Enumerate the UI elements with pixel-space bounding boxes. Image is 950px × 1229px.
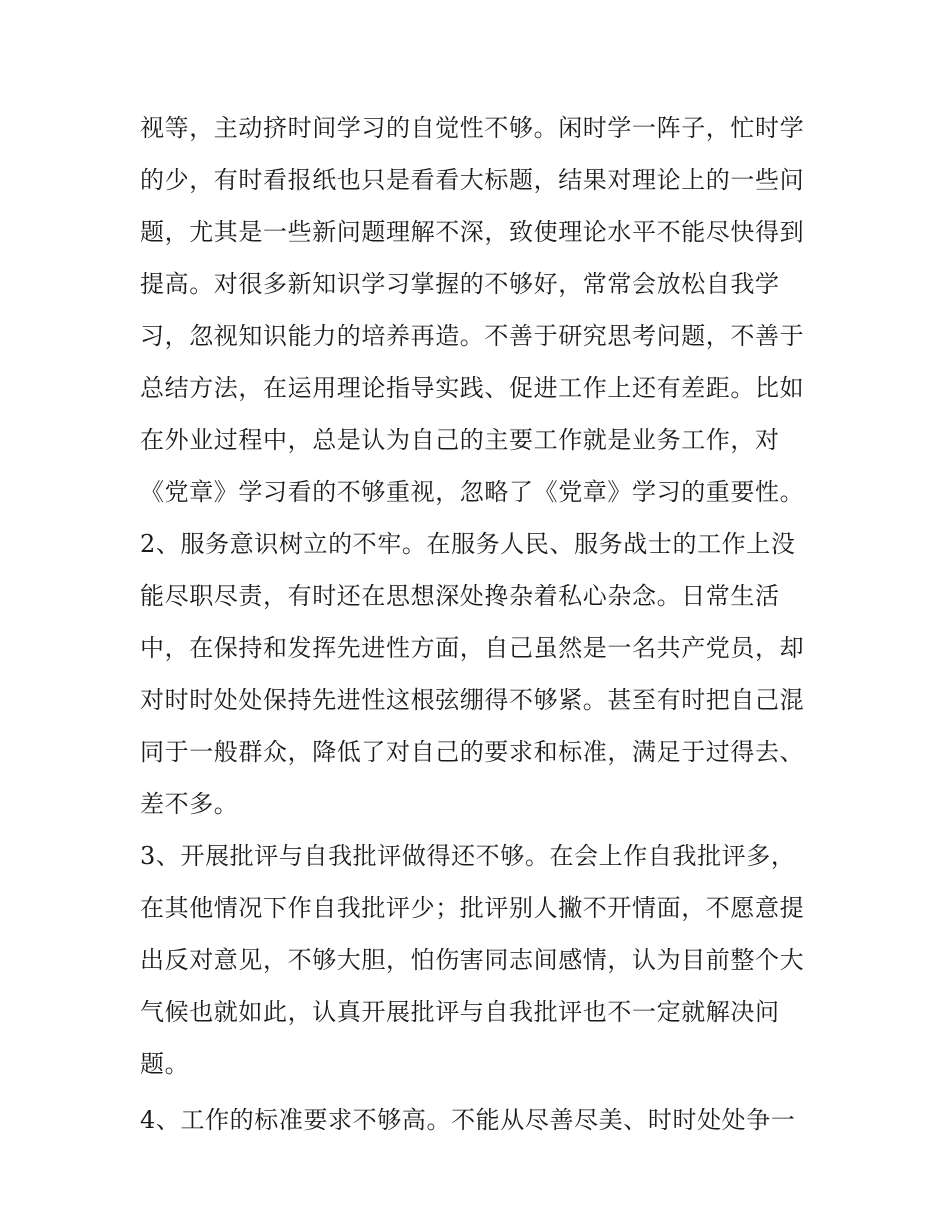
text-line: 能尽职尽责，有时还在思想深处搀杂着私心杂念。日常生活 <box>140 582 780 610</box>
text-line: 视等，主动挤时间学习的自觉性不够。闲时学一阵子，忙时学 <box>140 114 805 142</box>
text-line: 习，忽视知识能力的培养再造。不善于研究思考问题，不善于 <box>140 322 805 350</box>
text-line: 对时时处处保持先进性这根弦绷得不够紧。甚至有时把自己混 <box>140 686 805 714</box>
text-line: 题，尤其是一些新问题理解不深，致使理论水平不能尽快得到 <box>140 218 805 246</box>
text-line: 出反对意见，不够大胆，怕伤害同志间感情，认为目前整个大 <box>140 946 805 974</box>
text-line: 题。 <box>140 1050 190 1078</box>
text-line: 在外业过程中，总是认为自己的主要工作就是业务工作，对 <box>140 426 780 454</box>
text-line: 在其他情况下作自我批评少；批评别人撇不开情面，不愿意提 <box>140 894 805 922</box>
text-line: 气候也就如此，认真开展批评与自我批评也不一定就解决问 <box>140 998 780 1026</box>
text-line: 《党章》学习看的不够重视，忽略了《党章》学习的重要性。 <box>140 478 805 506</box>
text-line: 差不多。 <box>140 790 239 818</box>
text-line: 的少，有时看报纸也只是看看大标题，结果对理论上的一些问 <box>140 166 805 194</box>
text-line: 中，在保持和发挥先进性方面，自己虽然是一名共产党员，却 <box>140 634 805 662</box>
text-line: 总结方法，在运用理论指导实践、促进工作上还有差距。比如 <box>140 374 805 402</box>
section-2-heading-line: 2、服务意识树立的不牢。在服务人民、服务战士的工作上没 <box>140 530 796 558</box>
section-3-heading-line: 3、开展批评与自我批评做得还不够。在会上作自我批评多， <box>140 842 796 870</box>
text-line: 同于一般群众，降低了对自己的要求和标准，满足于过得去、 <box>140 738 805 766</box>
text-line: 提高。对很多新知识学习掌握的不够好，常常会放松自我学 <box>140 270 780 298</box>
section-4-heading-line: 4、工作的标准要求不够高。不能从尽善尽美、时时处处争一 <box>140 1106 796 1134</box>
